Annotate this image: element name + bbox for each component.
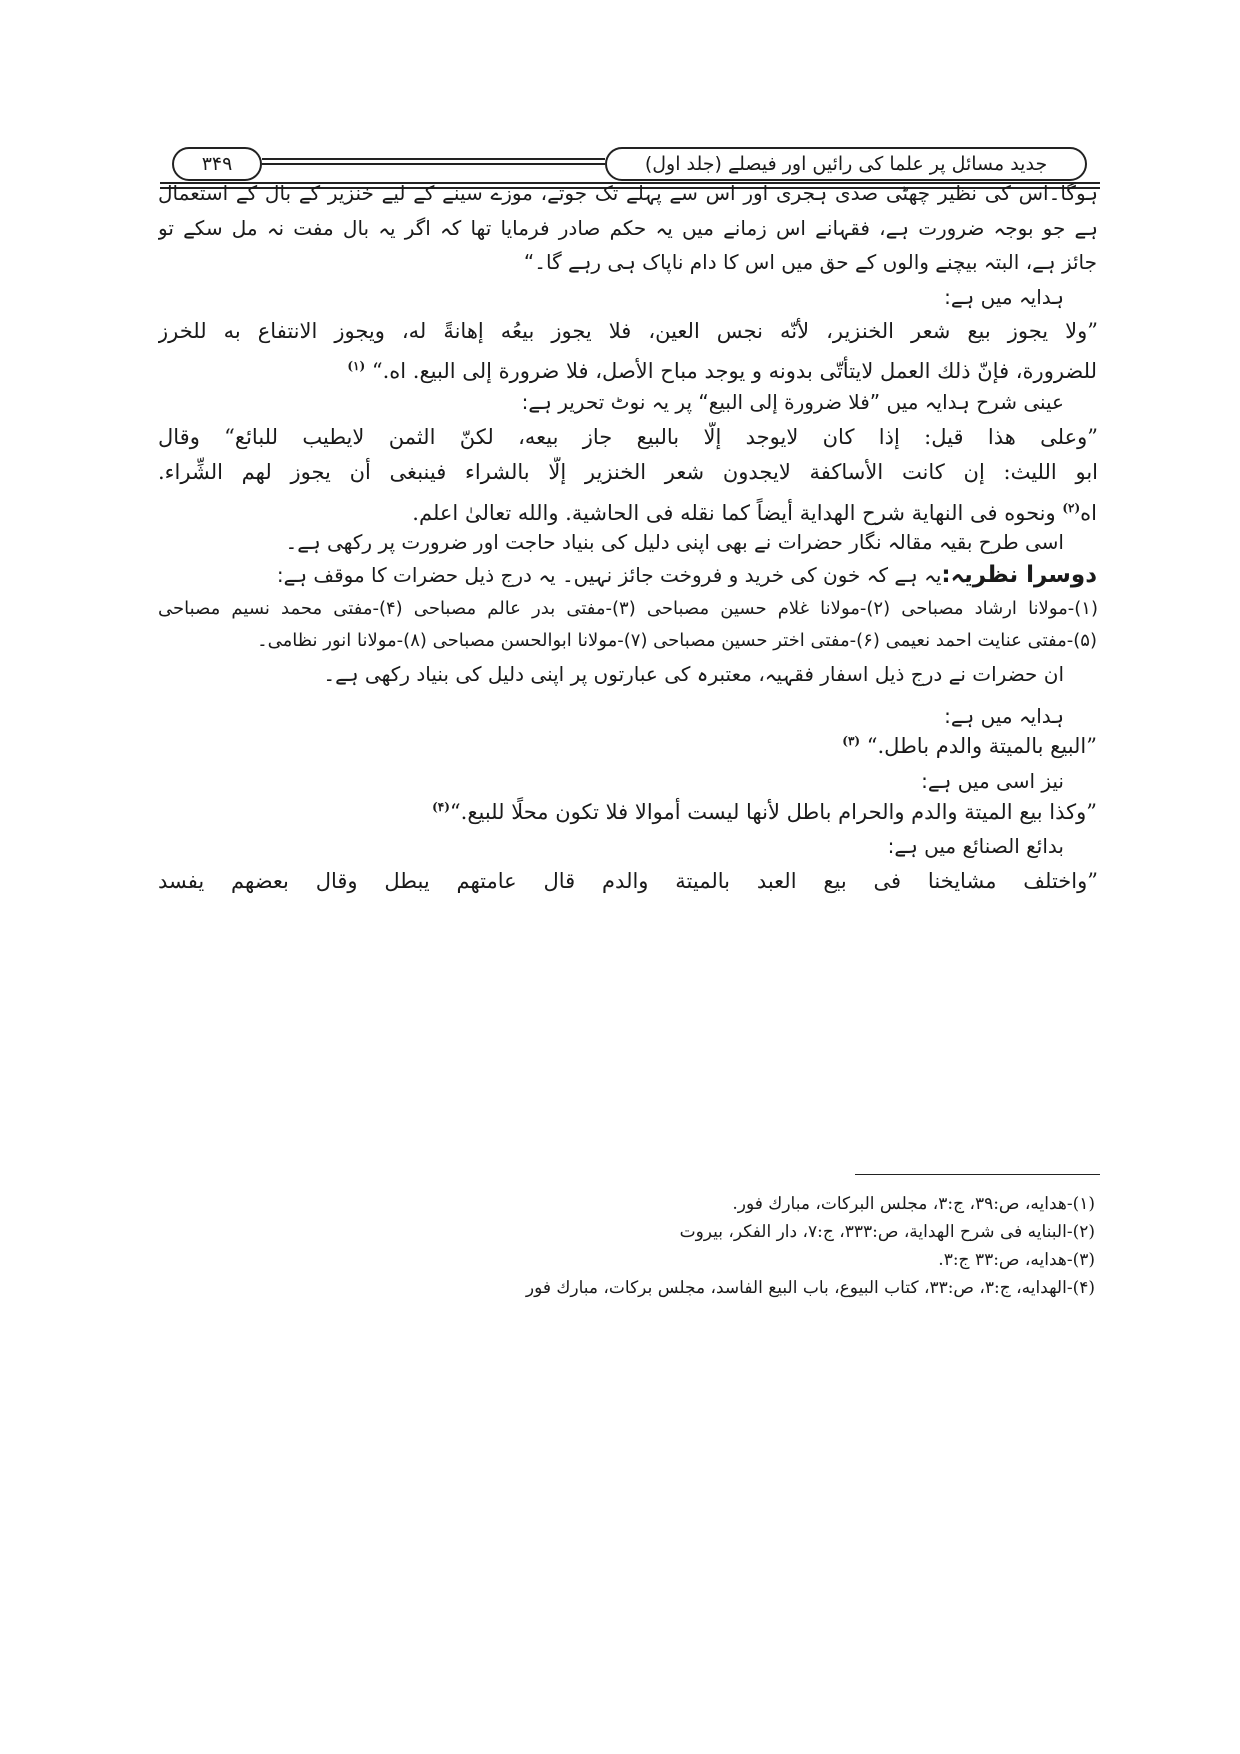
subheading: بدائع الصنائع میں ہے: bbox=[887, 834, 1064, 858]
arabic-quote-line bbox=[412, 493, 1097, 528]
subheading: ہدایہ میں ہے: bbox=[944, 704, 1064, 728]
paragraph-line: ان حضرات نے درج ذیل اسفار فقہیہ، معتبرہ کی عبارتوں پر اپنی دلیل کی بنیاد رکھی ہے۔ bbox=[323, 662, 1064, 686]
paragraph-line: جائز ہے، البتہ بیچنے والوں کے حق میں اس کا دام ناپاک ہی رہے گا۔“ bbox=[523, 250, 1097, 274]
quote-text: ”البيع بالميتة والدم باطل.“ bbox=[866, 734, 1097, 758]
footnote-rule bbox=[855, 1174, 1100, 1175]
arabic-quote-line: ”وعلى هذا قيل: إذا كان لايوجد إلّا بالبيع جاز بيعه، لكنّ الثمن لايطيب للبائع“ وقال bbox=[158, 425, 1098, 449]
quote-text: اه bbox=[1080, 501, 1097, 525]
names-list-line: (۵)-مفتی عنایت احمد نعیمی (۶)-مفتی اختر حسین مصباحی (۷)-مولانا ابوالحسن مصباحی (۸)-مولانا انور نظامی۔ bbox=[257, 630, 1097, 651]
arabic-quote-line: ”واختلف مشايخنا فى بيع العبد بالميتة والدم قال عامتهم يبطل وقال بعضهم يفسد bbox=[158, 869, 1098, 893]
header-divider bbox=[262, 158, 605, 165]
names-list-line: (۱)-مولانا ارشاد مصباحی (۲)-مولانا غلام حسین مصباحی (۳)-مفتی بدر عالم مصباحی (۴)-مفتی محمد نسیم مصباحی bbox=[158, 598, 1098, 619]
footnote: (۱)-هدايه، ص:۳۹، ج:۳، مجلس البركات، مبارك فور. bbox=[732, 1194, 1095, 1214]
page-number-text: ۳۴۹ bbox=[201, 153, 233, 175]
footnote-ref[interactable]: (۱) bbox=[347, 359, 366, 373]
quote-text: ونحوه فى النهاية شرح الهداية أيضاً كما نقله فى الحاشية. والله تعالىٰ اعلم. bbox=[412, 501, 1056, 525]
arabic-quote-line: ابو الليث: إن كانت الأساكفة لايجدون شعر الخنزير إلّا بالشراء فينبغى أن يجوز لهم الشِّراء. bbox=[158, 460, 1098, 484]
arabic-quote-line bbox=[432, 792, 1097, 827]
page-number bbox=[172, 147, 262, 181]
paragraph-line: ہوگا۔اس کی نظیر چھٹی صدی ہجری اور اس سے پہلے تک جوتے، موزے سینے کے لیے خنزیر کے بال کے استعمال bbox=[158, 181, 1098, 205]
paragraph-line: ہے جو بوجہ ضرورت ہے، فقہانے اس زمانے میں یہ حکم صادر فرمایا تھا کہ اگر یہ بال مفت نہ مل سکے تو bbox=[158, 216, 1098, 240]
paragraph-line: عینی شرح ہدایہ میں ”فلا ضرورة إلى البيع“ پر یہ نوٹ تحریر ہے: bbox=[521, 390, 1064, 414]
footnote-ref[interactable]: (۳) bbox=[842, 734, 861, 748]
footnote: (۲)-البنايه فى شرح الهداية، ص:۳۳۳، ج:۷، دار الفكر، بيروت bbox=[679, 1222, 1095, 1242]
arabic-quote-line bbox=[842, 726, 1097, 761]
subheading: ہدایہ میں ہے: bbox=[944, 285, 1064, 309]
footnote: (۳)-هدايه، ص:۳۳ ج:۳. bbox=[938, 1250, 1095, 1270]
footnote-ref[interactable]: (۴) bbox=[432, 800, 450, 814]
arabic-quote-line: ”ولا يجوز بيع شعر الخنزير، لأنّه نجس العين، فلا يجوز بيعُه إهانةً له، ويجوز الانتفاع به للخرز bbox=[158, 319, 1098, 343]
paragraph-text: یہ ہے کہ خون کی خرید و فروخت جائز نہیں۔ یہ درج ذیل حضرات کا موقف ہے: bbox=[276, 563, 942, 587]
section-heading: دوسرا نظریہ: bbox=[941, 562, 1097, 588]
subheading: نیز اسی میں ہے: bbox=[921, 769, 1064, 793]
footnote-ref[interactable]: (۲) bbox=[1062, 501, 1081, 515]
quote-text: للضرورة، فإنّ ذلك العمل لايتأتّى بدونه و يوجد مباح الأصل، فلا ضرورة إلى البيع. اه.“ bbox=[371, 359, 1097, 383]
quote-text: ”وكذا بيع الميتة والدم والحرام باطل لأنها ليست أموالا فلا تكون محلًا للبيع.“ bbox=[449, 800, 1097, 824]
paragraph-line: اسی طرح بقیہ مقالہ نگار حضرات نے بھی اپنی دلیل کی بنیاد حاجت اور ضرورت پر رکھی ہے۔ bbox=[285, 530, 1064, 554]
paragraph-line bbox=[277, 560, 1097, 590]
running-title bbox=[605, 147, 1087, 181]
arabic-quote-line bbox=[347, 351, 1097, 386]
running-title-text: جدید مسائل پر علما کی رائیں اور فیصلے (جلد اول) bbox=[644, 153, 1048, 175]
footnote: (۴)-الهدايه، ج:۳، ص:۳۳، كتاب البيوع، باب البيع الفاسد، مجلس بركات، مبارك فور bbox=[525, 1278, 1095, 1298]
